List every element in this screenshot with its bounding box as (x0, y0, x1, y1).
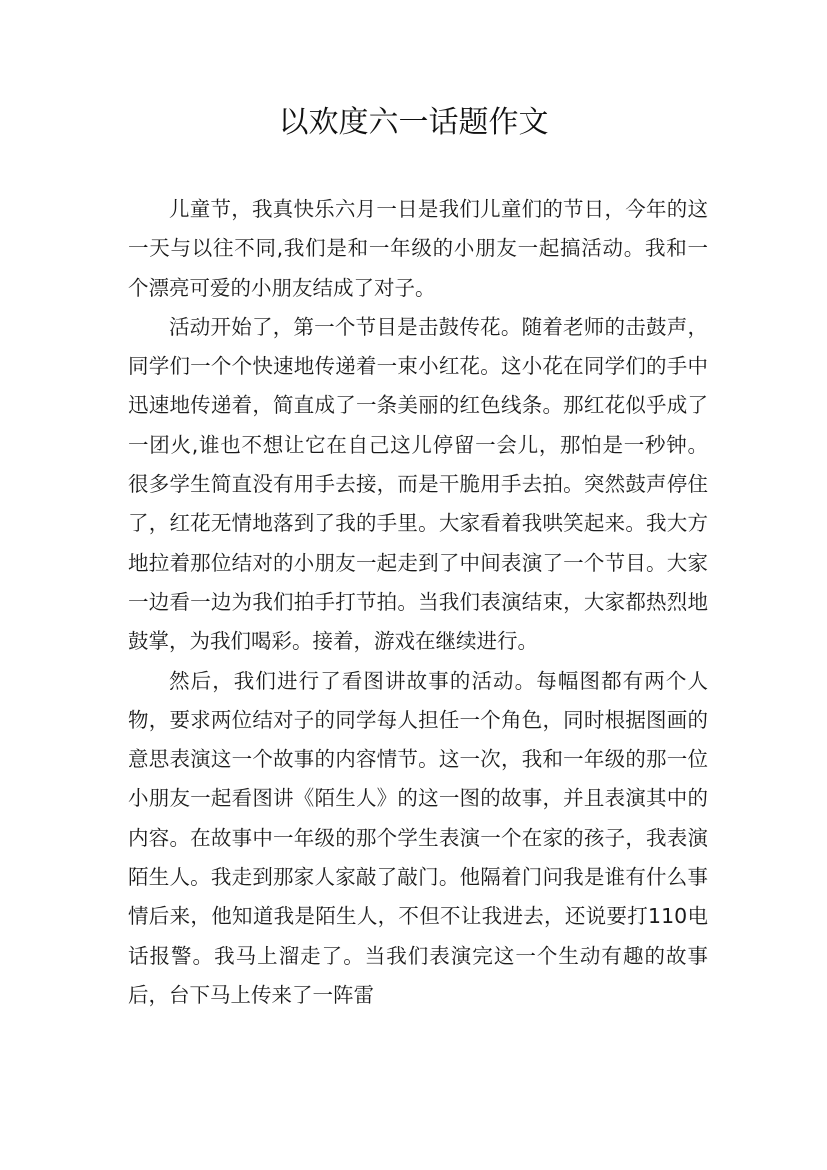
paragraph: 然后，我们进行了看图讲故事的活动。每幅图都有两个人物，要求两位结对子的同学每人担任一个角色，同时根据图画的意思表演这一个故事的内容情节。这一次，我和一年级的那一位小朋友一起看图讲《陌生人》的这一图的故事，并且表演其中的内容。在故事中一年级的那个学生表演一个在家的孩子，我表演陌生人。我走到那家人家敲了敲门。他隔着门问我是谁有什么事情后来，他知道我是陌生人，不但不让我进去，还说要打110电话报警。我马上溜走了。当我们表演完这一个生动有趣的故事后，台下马上传来了一阵雷 (128, 668, 708, 1007)
paragraph: 儿童节，我真快乐六月一日是我们儿童们的节日，今年的这一天与以往不同,我们是和一年级的小朋友一起搞活动。我和一个漂亮可爱的小朋友结成了对子。 (128, 197, 708, 300)
document-body (128, 190, 708, 1015)
document-title: 以欢度六一话题作文 (278, 105, 549, 140)
paragraph: 活动开始了，第一个节目是击鼓传花。随着老师的击鼓声，同学们一个个快速地传递着一束小红花。这小花在同学们的手中迅速地传递着，简直成了一条美丽的红色线条。那红花似乎成了一团火,谁也不想让它在自己这儿停留一会儿，那怕是一秒钟。很多学生简直没有用手去接，而是干脆用手去拍。突然鼓声停住了，红花无情地落到了我的手里。大家看着我哄笑起来。我大方地拉着那位结对的小朋友一起走到了中间表演了一个节目。大家一边看一边为我们拍手打节拍。当我们表演结束，大家都热烈地鼓掌，为我们喝彩。接着，游戏在继续进行。 (128, 314, 708, 654)
